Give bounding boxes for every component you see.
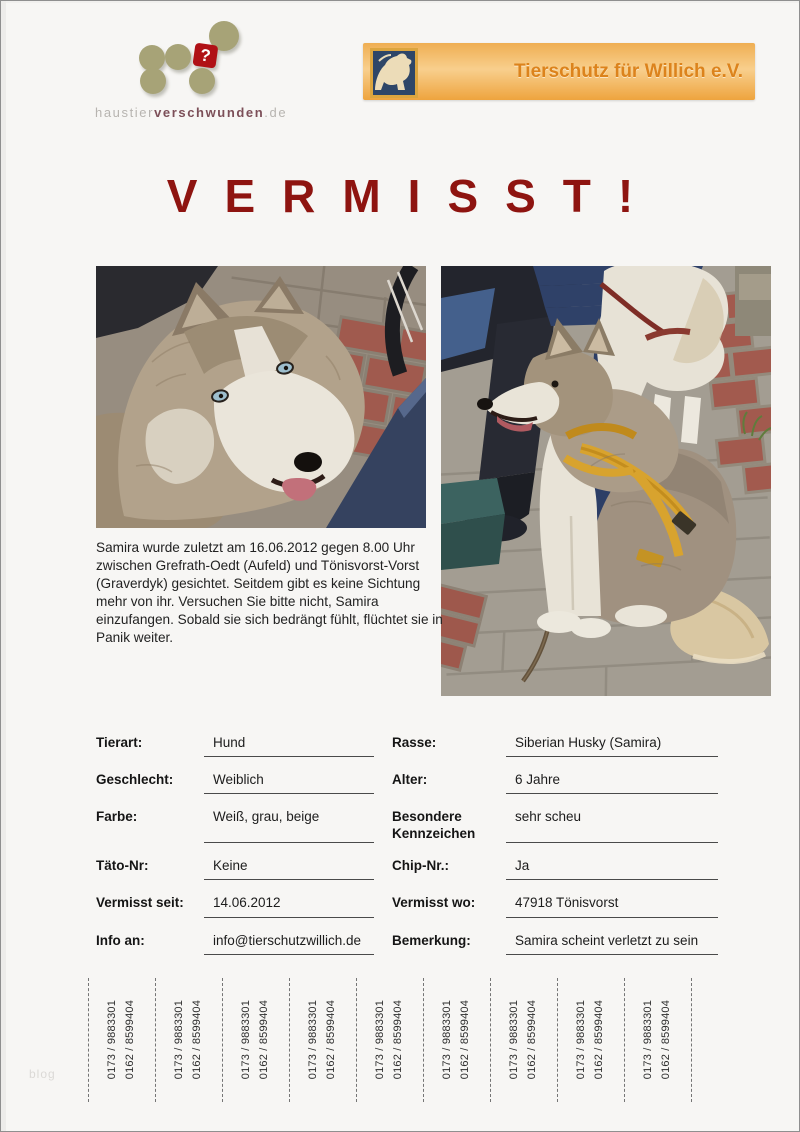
tearoff-strip	[557, 978, 624, 1102]
field-label: Info an:	[96, 932, 145, 948]
tearoff-phone-numbers	[372, 1000, 407, 1079]
phone-number-1: 0173 / 9883301	[642, 1000, 655, 1080]
field-label: Tierart:	[96, 735, 143, 750]
field-label: Alter:	[392, 772, 428, 788]
field-value: Siberian Husky (Samira)	[506, 735, 718, 757]
phone-number-2: 0162 / 8599404	[258, 1000, 271, 1080]
tearoff-strip	[222, 978, 289, 1102]
phone-number-1: 0173 / 9883301	[173, 1000, 186, 1080]
phone-number-2: 0162 / 8599404	[191, 1000, 204, 1080]
field-label: Rasse:	[392, 735, 437, 750]
tearoff-strips	[88, 978, 692, 1102]
field-value: Hund	[204, 735, 374, 757]
tearoff-strip	[624, 978, 692, 1102]
tearoff-phone-numbers	[640, 1000, 675, 1079]
phone-number-1: 0173 / 9883301	[508, 1000, 521, 1080]
phone-number-1: 0173 / 9883301	[441, 1000, 454, 1080]
photo-husky-sitting	[441, 266, 771, 696]
tierschutz-banner	[363, 43, 755, 100]
field-value: 14.06.2012	[204, 895, 374, 917]
tearoff-strip	[356, 978, 423, 1102]
field-value: 6 Jahre	[506, 772, 718, 794]
tearoff-strip	[490, 978, 557, 1102]
phone-number-1: 0173 / 9883301	[240, 1000, 253, 1080]
headline-vermisst: VERMISST!	[166, 170, 661, 222]
field-label: Chip-Nr.:	[392, 858, 449, 874]
field-value: Keine	[204, 858, 374, 880]
dog-silhouette-icon	[370, 48, 418, 98]
field-label: Vermisst wo:	[392, 895, 476, 911]
logo-part-haustier: haustier	[95, 105, 155, 120]
phone-number-2: 0162 / 8599404	[593, 1000, 606, 1080]
tearoff-phone-numbers	[506, 1000, 541, 1079]
field-label: Besondere Kennzeichen	[392, 809, 476, 842]
tearoff-phone-numbers	[439, 1000, 474, 1079]
paw-dots-icon	[139, 21, 251, 103]
svg-text:?: ?	[198, 45, 212, 66]
field-label: Farbe:	[96, 809, 138, 825]
phone-number-2: 0162 / 8599404	[325, 1000, 338, 1080]
blog-watermark: blog	[29, 1067, 56, 1081]
tearoff-phone-numbers	[305, 1000, 340, 1079]
question-mark-icon	[192, 43, 218, 69]
sighting-description: Samira wurde zuletzt am 16.06.2012 gegen 8.00 Uhr zwischen Grefrath-Oedt (Aufeld) und Tönisvorst-Vorst (Graverdyk) gesichtet. Seitdem gibt es keine Sichtung mehr von ihr. Versuchen Sie bitte nicht, Samira einzufangen. Sobald sie sich bedrängt fühlt, flüchtet sie in Panik weiter.	[96, 540, 443, 646]
phone-number-1: 0173 / 9883301	[106, 1000, 119, 1080]
phone-number-1: 0173 / 9883301	[575, 1000, 588, 1080]
site-logo-text	[95, 105, 287, 120]
tearoff-phone-numbers	[238, 1000, 273, 1079]
tearoff-strip	[155, 978, 222, 1102]
field-value: Weiß, grau, beige	[204, 809, 374, 843]
field-label: Geschlecht:	[96, 772, 174, 788]
field-label: Vermisst seit:	[96, 895, 184, 911]
details-form	[96, 735, 718, 955]
logo-part-verschwunden: verschwunden	[154, 105, 265, 120]
tearoff-phone-numbers	[171, 1000, 206, 1079]
banner-title: Tierschutz für Willich e.V.	[514, 60, 743, 82]
photo-husky-closeup	[96, 266, 426, 528]
field-value: info@tierschutzwillich.de	[204, 933, 374, 955]
field-value: 47918 Tönisvorst	[506, 895, 718, 917]
field-value: Weiblich	[204, 772, 374, 794]
tearoff-strip	[289, 978, 356, 1102]
logo-part-de: .de	[264, 105, 288, 120]
phone-number-1: 0173 / 9883301	[374, 1000, 387, 1080]
phone-number-2: 0162 / 8599404	[526, 1000, 539, 1080]
field-label: Täto-Nr:	[96, 858, 149, 874]
field-value: sehr scheu	[506, 809, 718, 843]
field-value: Ja	[506, 858, 718, 880]
field-value: Samira scheint verletzt zu sein	[506, 933, 718, 955]
tearoff-phone-numbers	[104, 1000, 139, 1079]
phone-number-2: 0162 / 8599404	[124, 1000, 137, 1080]
tearoff-phone-numbers	[573, 1000, 608, 1079]
phone-number-2: 0162 / 8599404	[459, 1000, 472, 1080]
phone-number-2: 0162 / 8599404	[392, 1000, 405, 1080]
phone-number-1: 0173 / 9883301	[307, 1000, 320, 1080]
field-label: Bemerkung:	[392, 932, 471, 948]
tearoff-strip	[423, 978, 490, 1102]
tearoff-strip	[88, 978, 155, 1102]
phone-number-2: 0162 / 8599404	[660, 1000, 673, 1080]
